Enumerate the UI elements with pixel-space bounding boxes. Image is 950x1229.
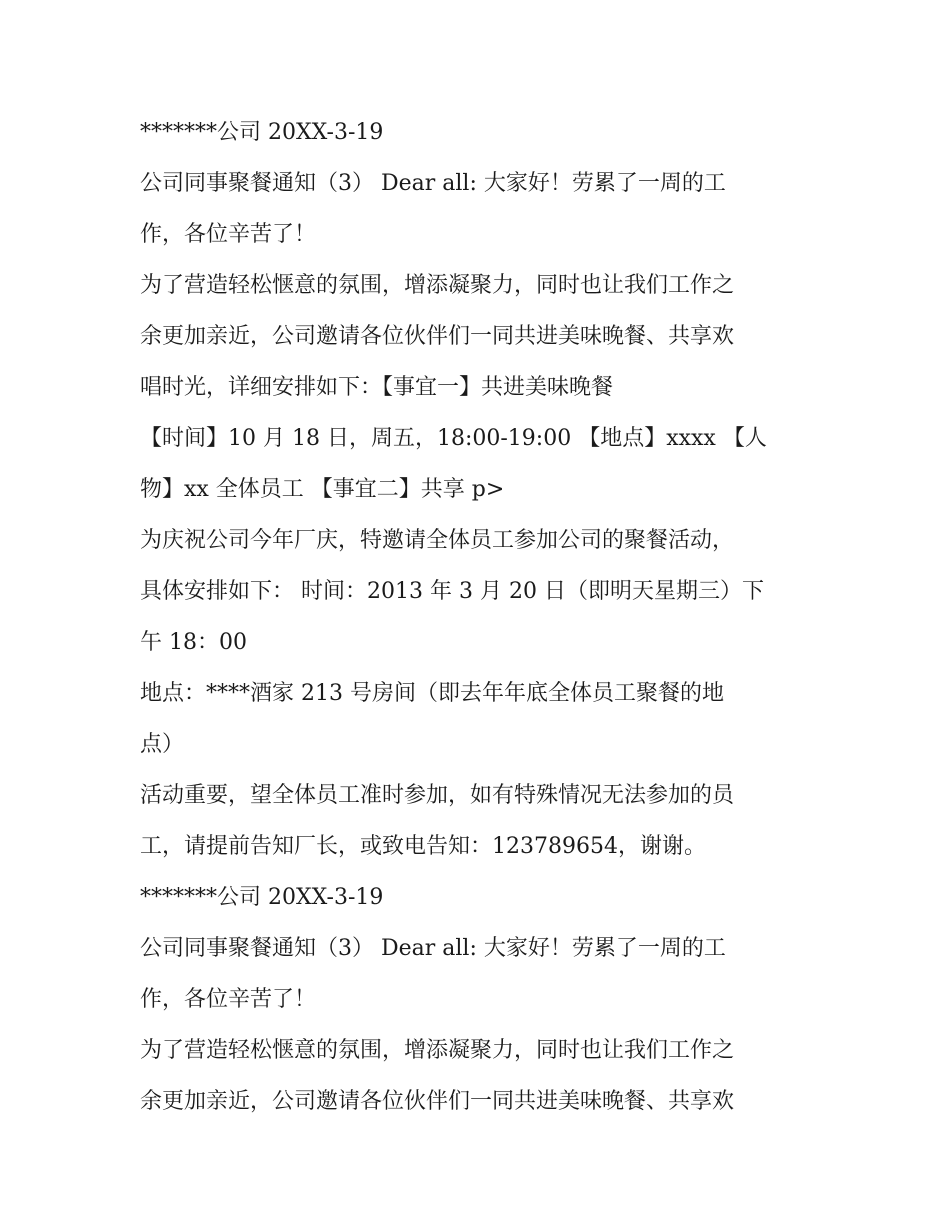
text-line: 为了营造轻松惬意的氛围，增添凝聚力，同时也让我们工作之 [140, 273, 735, 298]
text-line: 地点：****酒家 213 号房间（即去年年底全体员工聚餐的地 [140, 681, 724, 706]
text-line: 具体安排如下： 时间：2013 年 3 月 20 日（即明天星期三）下 [140, 579, 764, 604]
text-line: 作，各位辛苦了！ [140, 222, 317, 247]
text-line: 作，各位辛苦了！ [140, 987, 317, 1012]
text-line: 唱时光，详细安排如下：【事宜一】共进美味晚餐 [140, 375, 614, 400]
text-line: 余更加亲近，公司邀请各位伙伴们一同共进美味晚餐、共享欢 [140, 324, 735, 349]
text-line: 活动重要，望全体员工准时参加，如有特殊情况无法参加的员 [140, 783, 735, 808]
text-line: 【时间】10 月 18 日，周五，18:00-19:00 【地点】xxxx 【人 [140, 426, 767, 451]
text-line: 为庆祝公司今年厂庆，特邀请全体员工参加公司的聚餐活动， [140, 528, 735, 553]
text-line: 为了营造轻松惬意的氛围，增添凝聚力，同时也让我们工作之 [140, 1038, 735, 1063]
document-body [140, 107, 820, 1127]
company-date-line: *******公司 20XX-3-19 [140, 120, 384, 145]
notice-title-line: 公司同事聚餐通知（3） Dear all: 大家好！劳累了一周的工 [140, 171, 726, 196]
notice-title-line: 公司同事聚餐通知（3） Dear all: 大家好！劳累了一周的工 [140, 936, 726, 961]
text-line: 物】xx 全体员工 【事宜二】共享 p> [140, 477, 505, 502]
text-line: 点） [140, 732, 185, 757]
text-line: 午 18：00 [140, 630, 247, 655]
text-line: 工，请提前告知厂长，或致电告知：123789654，谢谢。 [140, 834, 706, 859]
text-line: 余更加亲近，公司邀请各位伙伴们一同共进美味晚餐、共享欢 [140, 1089, 735, 1114]
company-date-line: *******公司 20XX-3-19 [140, 885, 384, 910]
